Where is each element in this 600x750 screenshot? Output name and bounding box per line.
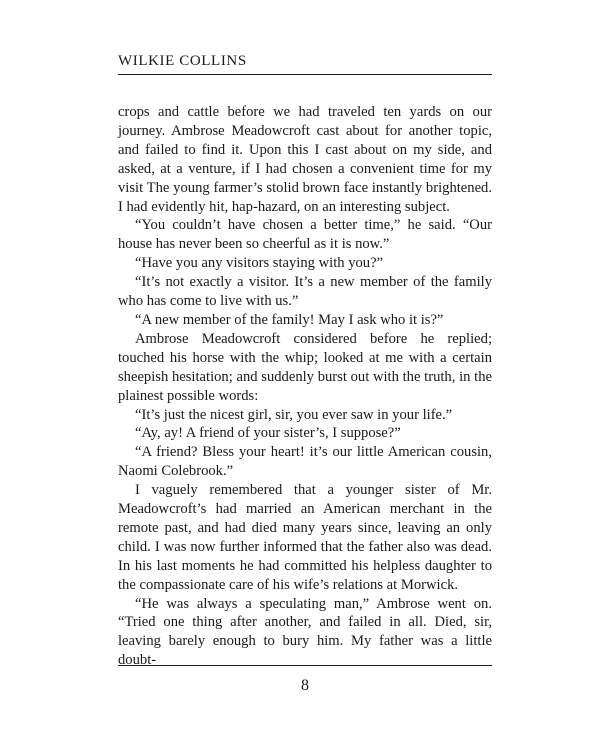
paragraph-2: “You couldn’t have chosen a better time,” he said. “Our house has never been so cheerful as it is now.”	[118, 217, 492, 253]
body-text	[118, 103, 492, 670]
paragraph-1: crops and cattle before we had traveled ten yards on our journey. Ambrose Meadowcroft cast about for another topic, and failed to find it. Upon this I cast about on my side, and asked, at a venture, if I had chosen a convenient time for my visit The young farmer’s stolid brown face instantly brightened. I had evidently hit, hap-hazard, on an interesting subject.	[118, 104, 492, 215]
footer-divider	[118, 665, 492, 666]
paragraph-10: I vaguely remembered that a younger sister of Mr. Meadowcroft’s had married an American merchant in the remote past, and had died many years since, leaving an only child. I was now further informed that the father also was dead. In his last moments he had committed his helpless daughter to the compassionate care of his wife’s relations at Morwick.	[118, 482, 492, 593]
paragraph-5: “A new member of the family! May I ask who it is?”	[135, 311, 444, 328]
header-divider	[118, 74, 492, 75]
paragraph-7: “It’s just the nicest girl, sir, you ever saw in your life.”	[135, 406, 453, 423]
page-number: 8	[301, 677, 309, 694]
paragraph-6: Ambrose Meadowcroft considered before he replied; touched his horse with the whip; looked at me with a certain sheepish hesitation; and suddenly burst out with the truth, in the plainest possible words:	[118, 330, 492, 404]
paragraph-3: “Have you any visitors staying with you?”	[135, 255, 384, 272]
paragraph-8: “Ay, ay! A friend of your sister’s, I suppose?”	[135, 425, 401, 442]
paragraph-9: “A friend? Bless your heart! it’s our little American cousin, Naomi Colebrook.”	[118, 444, 492, 480]
running-head: WILKIE COLLINS	[118, 53, 247, 69]
paragraph-11: “He was always a speculating man,” Ambrose went on. “Tried one thing after another, and failed in all. Died, sir, leaving barely enough to bury him. My father was a little doubt-	[118, 595, 492, 669]
paragraph-4: “It’s not exactly a visitor. It’s a new member of the family who has come to live with us.”	[118, 274, 492, 310]
